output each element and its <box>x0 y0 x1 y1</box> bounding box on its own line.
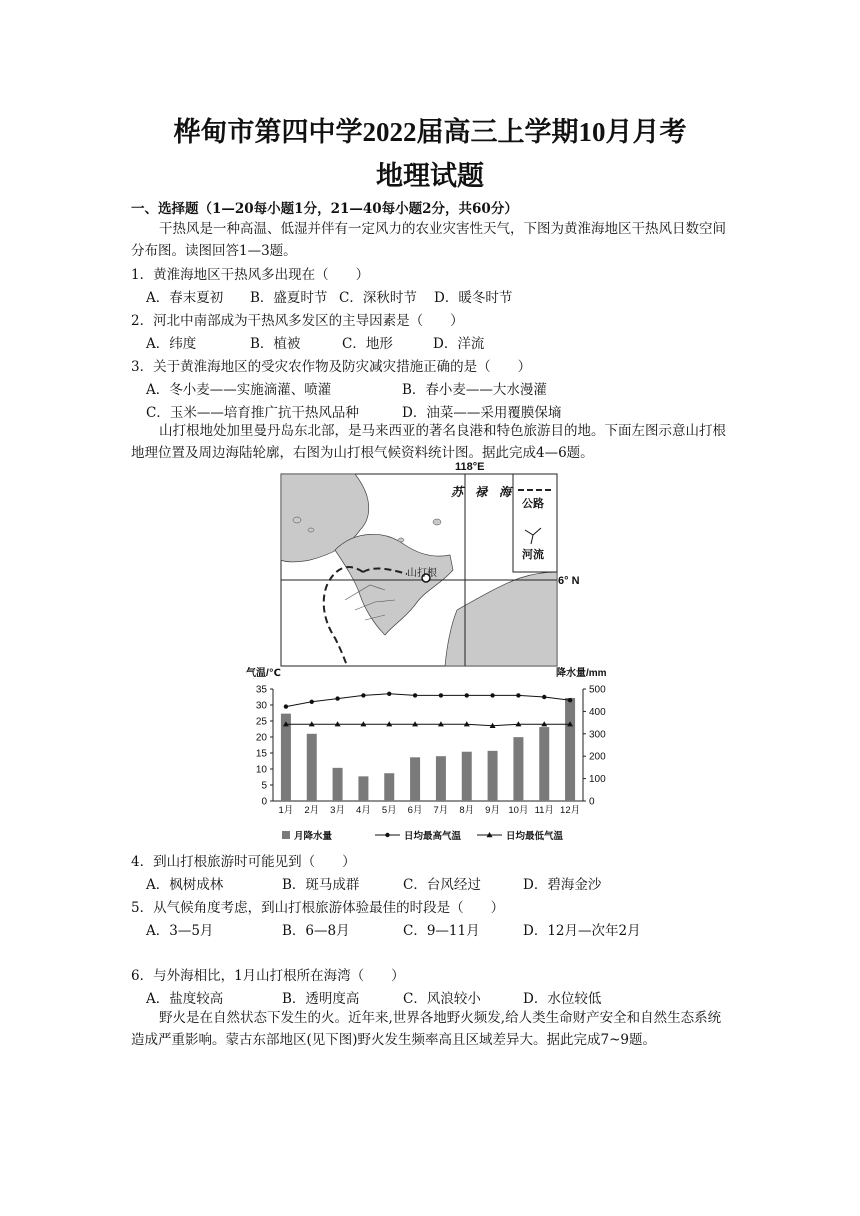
precip-bar <box>307 734 317 801</box>
passage-1: 干热风是一种高温、低湿并伴有一定风力的农业灾害性天气，下图为黄淮海地区干热风日数空间分布图。读图回答1—3题。 <box>131 221 726 259</box>
q3-option-c: C．玉米——培育推广抗干热风品种 <box>146 405 359 421</box>
max-temp-point <box>568 698 572 702</box>
y-tick-label: 30 <box>255 700 267 712</box>
x-tick-label: 11月 <box>534 805 554 816</box>
climate-chart <box>240 664 620 846</box>
max-temp-point <box>465 693 469 697</box>
q4-option-a: A．枫树成林 <box>146 877 224 893</box>
section-heading: 一、选择题（1—20每小题1分，21—40每小题2分，共60分） <box>131 201 518 217</box>
max-temp-point <box>490 693 494 697</box>
precip-bar <box>281 714 291 801</box>
y-tick-label: 25 <box>255 716 267 728</box>
sea-label: 苏 禄 海 <box>451 485 512 499</box>
question-6: 6．与外海相比，1月山打根所在海湾（ ） <box>131 968 405 984</box>
x-tick-label: 12月 <box>560 805 581 816</box>
x-tick-label: 3月 <box>330 805 345 816</box>
latitude-label: 6° N <box>558 575 580 587</box>
precip-bar <box>462 752 472 801</box>
y2-axis-label: 降水量/mm <box>556 668 607 679</box>
precip-bar <box>384 773 394 801</box>
precip-bar <box>488 751 498 801</box>
x-tick-label: 7月 <box>433 805 449 816</box>
max-temp-point <box>335 696 339 700</box>
page-subtitle: 地理试题 <box>376 161 484 191</box>
max-temp-point <box>284 704 288 708</box>
x-tick-label: 4月 <box>356 805 371 816</box>
q1-option-d: D．暖冬时节 <box>434 290 513 306</box>
y-tick-label: 20 <box>255 732 267 744</box>
longitude-label: 118°E <box>455 461 485 473</box>
legend-max-marker <box>385 833 389 837</box>
q2-option-c: C．地形 <box>342 336 393 352</box>
max-temp-point <box>361 693 365 697</box>
y2-tick-label: 400 <box>589 706 606 718</box>
max-temp-point <box>310 700 314 704</box>
q2-option-b: B．植被 <box>250 336 301 352</box>
q6-option-c: C．风浪较小 <box>403 991 481 1007</box>
x-tick-label: 6月 <box>407 805 423 816</box>
q2-option-a: A．纬度 <box>146 336 197 352</box>
y-tick-label: 35 <box>255 684 267 696</box>
max-temp-point <box>387 692 391 696</box>
q2-option-d: D．洋流 <box>433 336 485 352</box>
legend-min-label: 日均最低气温 <box>506 831 564 842</box>
q4-option-d: D．碧海金沙 <box>523 877 602 893</box>
x-tick-label: 2月 <box>304 805 320 816</box>
q3-option-a: A．冬小麦——实施滴灌、喷灌 <box>146 382 332 398</box>
y-tick-label: 15 <box>255 748 267 760</box>
city-label: 山打根 <box>407 568 437 579</box>
x-tick-label: 5月 <box>381 805 397 816</box>
question-1: 1．黄淮海地区干热风多出现在（ ） <box>131 267 370 283</box>
q1-option-a: A．春末夏初 <box>146 290 224 306</box>
q3-option-b: B．春小麦——大水漫灌 <box>402 382 547 398</box>
question-3: 3．关于黄淮海地区的受灾农作物及防灾减灾措施正确的是（ ） <box>131 359 532 375</box>
legend-precip-label: 月降水量 <box>294 831 333 842</box>
y-tick-label: 5 <box>261 780 267 792</box>
legend-max-label: 日均最高气温 <box>404 831 462 842</box>
q1-option-b: B．盛夏时节 <box>250 290 328 306</box>
passage-2: 山打根地处加里曼丹岛东北部，是马来西亚的著名良港和特色旅游目的地。下面左图示意山打根地理位置及周边海陆轮廓，右图为山打根气候资料统计图。据此完成4—6题。 <box>131 423 726 461</box>
precip-bar <box>539 727 549 801</box>
q5-option-a: A．3—5月 <box>146 923 214 939</box>
q4-option-c: C．台风经过 <box>403 877 481 893</box>
y2-tick-label: 100 <box>589 774 606 786</box>
max-temp-point <box>542 695 546 699</box>
y2-tick-label: 500 <box>589 684 606 696</box>
y-tick-label: 0 <box>261 796 267 808</box>
question-5: 5．从气候角度考虑，到山打根旅游体验最佳的时段是（ ） <box>131 900 505 916</box>
y2-tick-label: 0 <box>589 796 595 808</box>
precip-bar <box>513 737 523 801</box>
max-temp-point <box>439 693 443 697</box>
legend-road-label: 公路 <box>522 498 544 510</box>
q5-option-c: C．9—11月 <box>403 923 480 939</box>
precip-bar <box>565 698 575 801</box>
y-axis-label: 气温/℃ <box>246 668 281 679</box>
legend-river-label: 河流 <box>522 549 544 561</box>
legend-bar-swatch <box>282 831 290 839</box>
question-4: 4．到山打根旅游时可能见到（ ） <box>131 854 356 870</box>
max-temp-point <box>516 693 520 697</box>
x-tick-label: 9月 <box>485 805 500 816</box>
precip-bar <box>358 776 368 801</box>
precip-bar <box>410 757 420 801</box>
y2-tick-label: 300 <box>589 729 606 741</box>
q6-option-b: B．透明度高 <box>282 991 360 1007</box>
page-title: 桦甸市第四中学2022届高三上学期10月月考 <box>173 117 687 147</box>
passage-3: 野火是在自然状态下发生的火。近年来,世界各地野火频发,给人类生命财产安全和自然生态系统造成严重影响。蒙古东部地区(见下图)野火发生频率高且区域差异大。据此完成7~9题。 <box>131 1010 722 1048</box>
q6-option-a: A．盐度较高 <box>146 991 224 1007</box>
x-tick-label: 1月 <box>278 805 294 816</box>
precip-bar <box>333 768 343 801</box>
q6-option-d: D．水位较低 <box>523 991 602 1007</box>
max-temp-line <box>286 694 570 707</box>
x-tick-label: 10月 <box>508 805 529 816</box>
q5-option-b: B．6—8月 <box>282 923 350 939</box>
max-temp-point <box>413 693 417 697</box>
q4-option-b: B．斑马成群 <box>282 877 360 893</box>
x-tick-label: 8月 <box>459 805 475 816</box>
precip-bar <box>436 756 446 801</box>
y-tick-label: 10 <box>255 764 267 776</box>
q3-option-d: D．油菜——采用覆膜保墒 <box>402 405 562 421</box>
q1-option-c: C．深秋时节 <box>339 290 417 306</box>
min-temp-line <box>286 724 570 726</box>
sandakan-map <box>275 460 580 668</box>
question-2: 2．河北中南部成为干热风多发区的主导因素是（ ） <box>131 313 464 329</box>
y2-tick-label: 200 <box>589 751 606 763</box>
q5-option-d: D．12月—次年2月 <box>523 923 641 939</box>
